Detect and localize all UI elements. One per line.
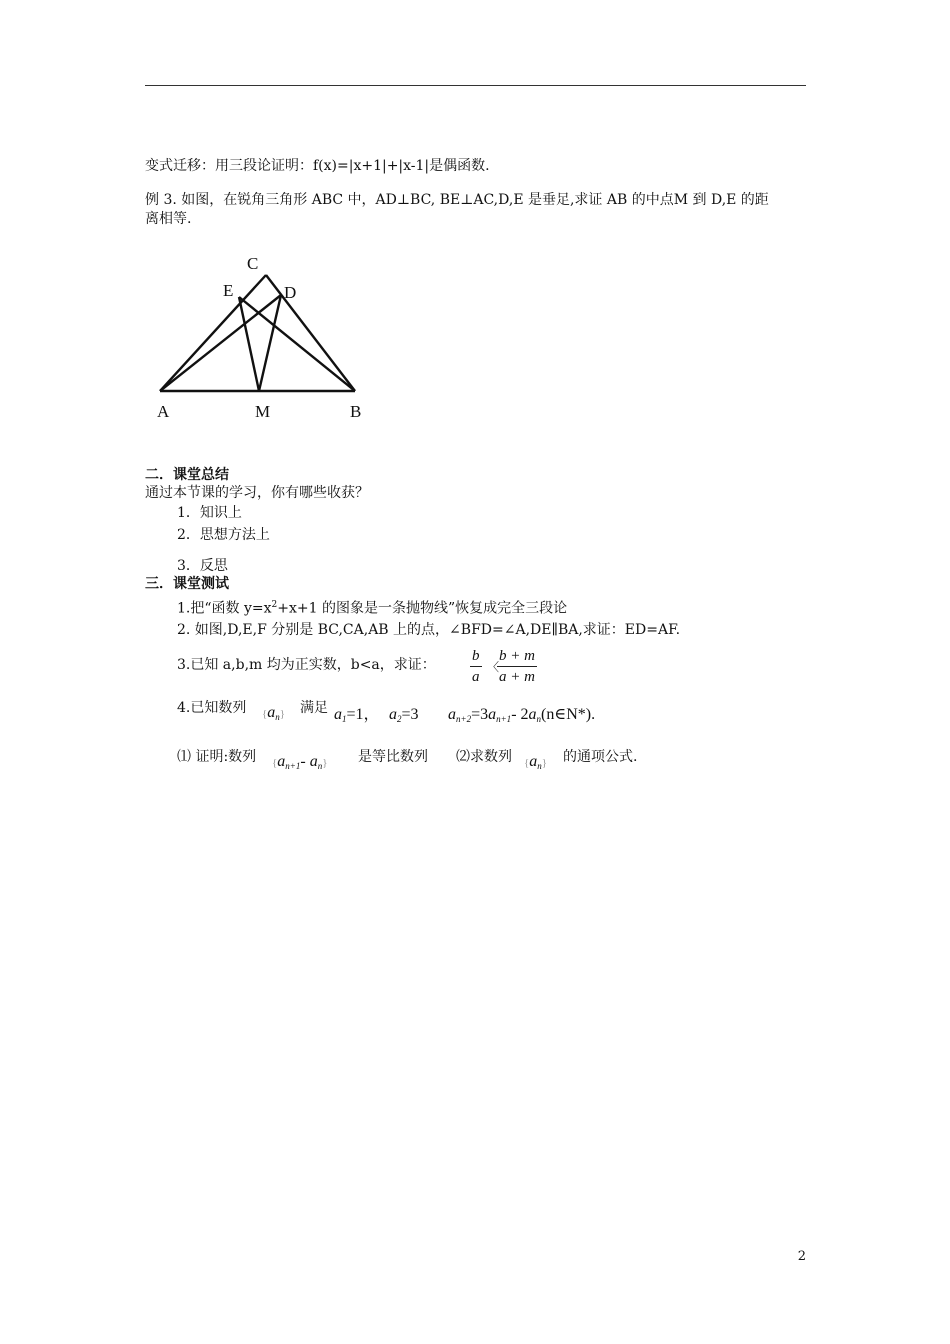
label-d: D	[284, 283, 297, 302]
example3-line2: 离相等.	[145, 211, 192, 227]
section2-intro: 通过本节课的学习，你有哪些收获？	[145, 485, 369, 501]
q3-frac1-num: b	[470, 646, 482, 667]
transfer-line: 变式迁移：用三段论证明：f(x)=|x+1|+|x-1|是偶函数.	[145, 158, 490, 174]
q4-part1-b: 是等比数列	[358, 749, 428, 765]
segment-bc	[266, 275, 355, 391]
label-c: C	[247, 254, 259, 273]
label-a: A	[157, 402, 170, 421]
q4-satisfy: 满足	[300, 700, 328, 716]
section2-item-2: 2．思想方法上	[177, 527, 270, 543]
example3-line1: 例 3. 如图，在锐角三角形 ABC 中，AD⊥BC, BE⊥AC,D,E 是垂足,求证 AB 的中点M 到 D,E 的距	[145, 192, 769, 208]
q4-part1-a: ⑴ 证明:数列	[177, 749, 257, 765]
q4-part2-a: ⑵求数列	[456, 749, 512, 765]
q4-cond-a2: $a_2=3$	[389, 706, 419, 724]
q3-fraction-2	[497, 646, 537, 687]
q3-relation: 〈	[487, 660, 500, 674]
label-m: M	[255, 402, 271, 421]
q3-frac2-num: b + m	[497, 646, 537, 667]
q3-frac2-den: a + m	[499, 669, 535, 685]
q3-frac1-den: a	[472, 669, 480, 685]
q4-seq-an: $\{a_n\}$	[262, 704, 286, 722]
q4-seq-diff: {$a_{n+1}-$ $a_n$}	[272, 753, 328, 771]
question-4-text: 4.已知数列	[177, 700, 247, 716]
question-2: 2. 如图,D,E,F 分别是 BC,CA,AB 上的点，∠BFD=∠A,DE∥BA,求证：ED=AF.	[177, 622, 681, 638]
section3-heading: 三．课堂测试	[145, 576, 229, 592]
label-e: E	[223, 281, 234, 300]
segment-ac	[160, 275, 266, 391]
q4-recurrence: $a_{n+2}=3a_{n+1}-$ $2a_n(n\in N*)$.	[448, 706, 596, 724]
q1-part-a: 1.把“函数 y=x	[177, 600, 272, 617]
triangle-figure	[145, 245, 370, 425]
q4-cond-a1: $a_1=1$，	[334, 706, 380, 724]
q3-fraction-1	[470, 646, 482, 687]
section2-heading: 二．课堂总结	[145, 467, 229, 483]
q4-part2-b: 的通项公式.	[563, 749, 638, 765]
section2-item-1: 1．知识上	[177, 505, 242, 521]
q4-seq-an-2: $\{a_n\}$	[524, 753, 548, 771]
question-1	[177, 596, 567, 618]
section2-item-3: 3．反思	[177, 558, 228, 574]
q1-sup: 2	[271, 600, 278, 610]
page-number: 2	[797, 1249, 806, 1264]
q1-part-b: +x+1 的图象是一条抛物线”恢复成完全三段论	[277, 600, 568, 617]
label-b: B	[350, 402, 362, 421]
header-rule	[145, 85, 806, 86]
question-3-text: 3.已知 a,b,m 均为正实数，b<a，求证：	[177, 657, 436, 673]
